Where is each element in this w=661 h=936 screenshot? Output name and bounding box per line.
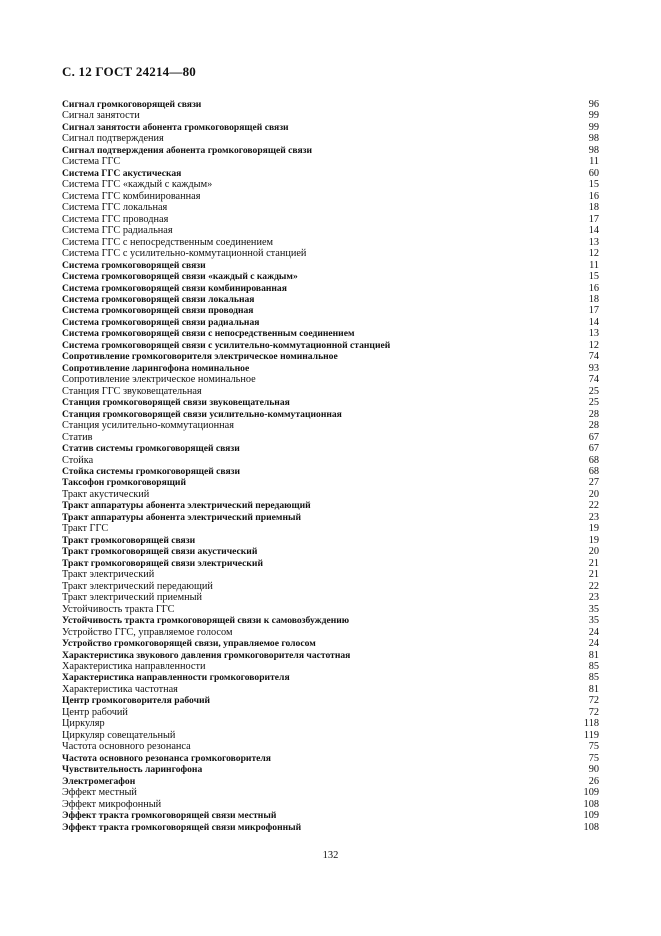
index-page-number: 68 — [588, 454, 599, 466]
index-term: Тракт ГГС — [62, 523, 109, 535]
index-entry — [62, 374, 599, 385]
index-entry — [62, 237, 599, 248]
index-term: Частота основного резонанса громкоговорителя — [62, 752, 271, 764]
index-entry — [62, 386, 599, 397]
index-term: Система ГГС акустическая — [62, 167, 182, 179]
index-entry — [62, 569, 599, 580]
index-entry — [62, 730, 599, 741]
index-page-number: 17 — [588, 305, 599, 317]
index-entry — [62, 477, 599, 488]
index-entry — [62, 650, 599, 661]
index-entry — [62, 684, 599, 695]
index-term: Система ГГС — [62, 156, 121, 168]
index-page-number: 119 — [583, 729, 599, 741]
index-entry — [62, 695, 599, 706]
index-term: Устройство ГГС, управляемое голосом — [62, 626, 233, 638]
index-page-number: 99 — [588, 121, 599, 133]
index-page-number: 72 — [588, 706, 599, 718]
index-page-number: 18 — [588, 293, 599, 305]
index-entry — [62, 661, 599, 672]
index-term: Характеристика звукового давления громкоговорителя частотная — [62, 649, 351, 661]
index-entry — [62, 122, 599, 133]
index-page-number: 93 — [588, 362, 599, 374]
index-term: Статив системы громкоговорящей связи — [62, 443, 240, 455]
index-term: Тракт аппаратуры абонента электрический передающий — [62, 500, 311, 512]
index-term: Центр рабочий — [62, 706, 128, 718]
index-page-number: 27 — [588, 477, 599, 489]
index-entry — [62, 535, 599, 546]
index-entry — [62, 260, 599, 271]
index-entry — [62, 604, 599, 615]
index-entry — [62, 523, 599, 534]
index-term: Сопротивление электрическое номинальное — [62, 374, 256, 386]
index-entry — [62, 707, 599, 718]
index-entry — [62, 799, 599, 810]
index-entry — [62, 581, 599, 592]
index-entry — [62, 718, 599, 729]
index-entry — [62, 248, 599, 259]
index-entry — [62, 776, 599, 787]
index-page-number: 72 — [588, 695, 599, 707]
index-term: Система ГГС с усилительно-коммутационной станцией — [62, 248, 307, 260]
index-entry — [62, 822, 599, 833]
index-page-number: 20 — [588, 488, 599, 500]
index-page-number: 12 — [588, 248, 599, 260]
index-entry — [62, 397, 599, 408]
index-term: Система ГГС проводная — [62, 213, 169, 225]
index-entry — [62, 110, 599, 121]
index-page-number: 13 — [588, 328, 599, 340]
index-term: Характеристика направленности громкоговорителя — [62, 672, 290, 684]
index-term: Устойчивость тракта громкоговорящей связи к самовозбуждению — [62, 615, 350, 627]
index-page-number: 74 — [588, 351, 599, 363]
index-entry — [62, 489, 599, 500]
index-page-number: 96 — [588, 99, 599, 110]
index-entry — [62, 156, 599, 167]
index-page-number: 108 — [583, 821, 599, 833]
index-page-number: 18 — [588, 202, 599, 214]
index-page-number: 35 — [588, 615, 599, 627]
index-page-number: 19 — [588, 534, 599, 546]
index-page-number: 109 — [583, 810, 599, 822]
index-entry — [62, 455, 599, 466]
index-page-number: 23 — [588, 592, 599, 604]
index-page-number: 28 — [588, 408, 599, 420]
index-entry — [62, 271, 599, 282]
page-header: С. 12 ГОСТ 24214—80 — [62, 64, 196, 79]
index-term: Циркуляр совещательный — [62, 729, 176, 741]
index-term: Сигнал громкоговорящей связи — [62, 99, 202, 110]
index-page-number: 25 — [588, 385, 599, 397]
index-entry — [62, 443, 599, 454]
index-entry — [62, 294, 599, 305]
index-entry — [62, 627, 599, 638]
index-entry — [62, 191, 599, 202]
index-page-number: 90 — [588, 764, 599, 776]
index-term: Станция усилительно-коммутационная — [62, 420, 234, 432]
index-term: Сигнал подтверждения — [62, 133, 164, 145]
index-entry — [62, 500, 599, 511]
index-page-number: 85 — [588, 660, 599, 672]
index-term: Чувствительность ларингофона — [62, 764, 203, 776]
index-term: Система громкоговорящей связи радиальная — [62, 316, 260, 328]
index-page-number: 99 — [588, 110, 599, 122]
index-page-number: 74 — [588, 374, 599, 386]
index-term: Система громкоговорящей связи «каждый с каждым» — [62, 271, 298, 283]
index-term: Сопротивление громкоговорителя электрическое номинальное — [62, 351, 338, 363]
index-term: Эффект тракта громкоговорящей связи местный — [62, 810, 277, 822]
index-term: Частота основного резонанса — [62, 741, 191, 753]
index-entry — [62, 592, 599, 603]
index-entry — [62, 363, 599, 374]
index-term: Система громкоговорящей связи — [62, 259, 206, 271]
index-term: Эффект тракта громкоговорящей связи микрофонный — [62, 821, 302, 833]
index-entry — [62, 432, 599, 443]
index-term: Тракт электрический приемный — [62, 592, 203, 604]
index-page-number: 28 — [588, 420, 599, 432]
index-term: Тракт электрический передающий — [62, 580, 213, 592]
index-page-number: 81 — [588, 649, 599, 661]
index-term: Сигнал занятости абонента громкоговорящей связи — [62, 121, 289, 133]
index-entry — [62, 168, 599, 179]
index-term: Система громкоговорящей связи проводная — [62, 305, 254, 317]
index-term: Эффект микрофонный — [62, 798, 162, 810]
index-term: Сигнал подтверждения абонента громкоговорящей связи — [62, 144, 313, 156]
index-page-number: 15 — [588, 271, 599, 283]
index-page-number: 19 — [588, 523, 599, 535]
index-entry — [62, 546, 599, 557]
index-page-number: 26 — [588, 775, 599, 787]
index-page-number: 118 — [583, 718, 599, 730]
index-page-number: 14 — [588, 225, 599, 237]
index-page-number: 14 — [588, 316, 599, 328]
index-entry — [62, 672, 599, 683]
index-term: Устройство громкоговорящей связи, управляемое голосом — [62, 638, 316, 650]
index-page-number: 98 — [588, 133, 599, 145]
index-term: Эффект местный — [62, 787, 137, 799]
index-entry — [62, 615, 599, 626]
index-entry — [62, 787, 599, 798]
index-term: Тракт аппаратуры абонента электрический приемный — [62, 511, 302, 523]
index-page-number: 109 — [583, 787, 599, 799]
index-entry — [62, 179, 599, 190]
index-entry — [62, 214, 599, 225]
index-term: Система громкоговорящей связи локальная — [62, 293, 255, 305]
index-page-number: 23 — [588, 511, 599, 523]
index-page-number: 11 — [589, 156, 599, 168]
index-list — [62, 99, 599, 833]
index-page-number: 98 — [588, 144, 599, 156]
index-entry — [62, 810, 599, 821]
index-page-number: 85 — [588, 672, 599, 684]
index-page-number: 60 — [588, 167, 599, 179]
index-term: Станция громкоговорящей связи звуковещательная — [62, 397, 290, 409]
index-page-number: 22 — [588, 580, 599, 592]
index-entry — [62, 764, 599, 775]
index-entry — [62, 340, 599, 351]
index-entry — [62, 741, 599, 752]
index-page-number: 68 — [588, 466, 599, 477]
page-number: 132 — [322, 850, 339, 861]
index-entry — [62, 351, 599, 362]
index-term: Система ГГС локальная — [62, 202, 168, 214]
index-page-number: 13 — [588, 236, 599, 248]
index-entry — [62, 202, 599, 213]
index-entry — [62, 283, 599, 294]
index-term: Система громкоговорящей связи с непосредственным соединением — [62, 328, 355, 340]
index-page-number: 16 — [588, 282, 599, 294]
index-term: Система ГГС радиальная — [62, 225, 173, 237]
index-term: Система ГГС с непосредственным соединением — [62, 236, 274, 248]
index-entry — [62, 328, 599, 339]
index-entry — [62, 638, 599, 649]
index-page-number: 16 — [588, 190, 599, 202]
index-page-number: 11 — [589, 259, 599, 271]
index-entry — [62, 558, 599, 569]
index-page-number: 24 — [588, 626, 599, 638]
index-term: Тракт акустический — [62, 488, 150, 500]
index-entry — [62, 466, 599, 477]
index-entry — [62, 145, 599, 156]
index-term: Система ГГС комбинированная — [62, 190, 201, 202]
index-term: Станция громкоговорящей связи усилительно-коммутационная — [62, 408, 342, 420]
index-term: Характеристика направленности — [62, 660, 206, 672]
index-entry — [62, 99, 599, 110]
index-entry — [62, 225, 599, 236]
index-page-number: 12 — [588, 339, 599, 351]
index-term: Система громкоговорящей связи с усилительно-коммутационной станцией — [62, 339, 391, 351]
index-entry — [62, 512, 599, 523]
index-term: Сопротивление ларингофона номинальное — [62, 362, 250, 374]
index-term: Таксофон громкоговорящий — [62, 477, 186, 489]
index-term: Сигнал занятости — [62, 110, 140, 122]
index-page-number: 75 — [588, 752, 599, 764]
index-term: Станция ГГС звуковещательная — [62, 385, 202, 397]
index-page-number: 67 — [588, 443, 599, 455]
index-page-number: 67 — [588, 431, 599, 443]
index-page-number: 22 — [588, 500, 599, 512]
index-term: Тракт громкоговорящей связи акустический — [62, 546, 258, 558]
index-term: Стойка системы громкоговорящей связи — [62, 466, 241, 477]
index-page-number: 17 — [588, 213, 599, 225]
index-page-number: 75 — [588, 741, 599, 753]
index-term: Характеристика частотная — [62, 683, 178, 695]
index-entry — [62, 753, 599, 764]
index-term: Центр громкоговорителя рабочий — [62, 695, 211, 707]
index-page-number: 25 — [588, 397, 599, 409]
index-term: Тракт электрический — [62, 569, 155, 581]
index-term: Электромегафон — [62, 775, 136, 787]
index-entry — [62, 305, 599, 316]
index-entry — [62, 317, 599, 328]
index-term: Циркуляр — [62, 718, 105, 730]
index-page-number: 35 — [588, 603, 599, 615]
index-page-number: 21 — [588, 557, 599, 569]
index-page-number: 21 — [588, 569, 599, 581]
index-page-number: 24 — [588, 638, 599, 650]
index-page-number: 20 — [588, 546, 599, 558]
index-page-number: 108 — [583, 798, 599, 810]
index-term: Статив — [62, 431, 93, 443]
index-entry — [62, 409, 599, 420]
index-term: Устойчивость тракта ГГС — [62, 603, 175, 615]
index-term: Тракт громкоговорящей связи электрический — [62, 557, 263, 569]
index-page-number: 81 — [588, 683, 599, 695]
index-entry — [62, 133, 599, 144]
index-entry — [62, 420, 599, 431]
index-term: Тракт громкоговорящей связи — [62, 534, 196, 546]
index-term: Стойка — [62, 454, 94, 466]
index-term: Система громкоговорящей связи комбинированная — [62, 282, 287, 294]
index-term: Система ГГС «каждый с каждым» — [62, 179, 213, 191]
index-page-number: 15 — [588, 179, 599, 191]
